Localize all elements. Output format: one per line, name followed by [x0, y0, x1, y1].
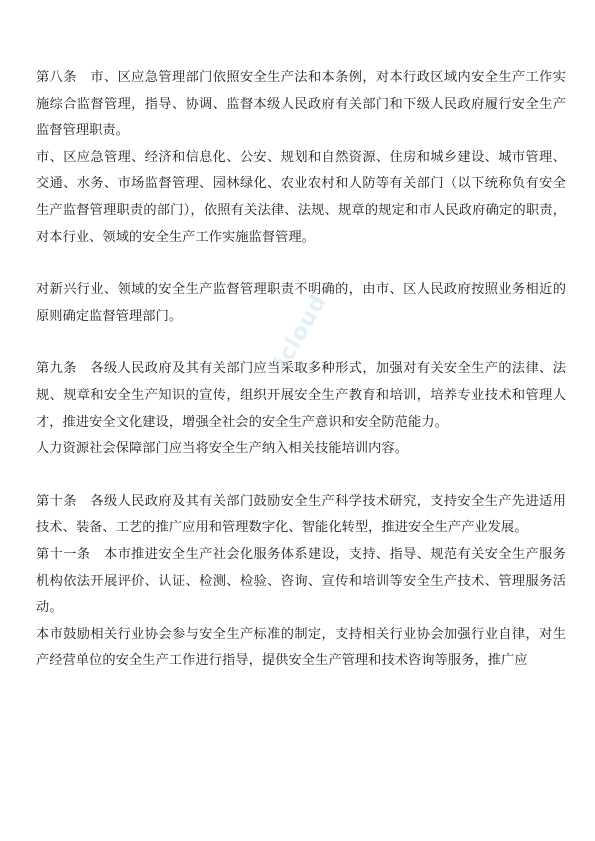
- article-11-paragraph: 第十一条 本市推进安全生产社会化服务体系建设，支持、指导、规范有关安全生产服务机构依法开展评价、认证、检测、检验、咨询、宣传和培训等安全生产技术、管理服务活动。: [36, 546, 566, 616]
- article-8-paragraph: 第八条 市、区应急管理部门依照安全生产法和本条例，对本行政区域内安全生产工作实施综合监督管理，指导、协调、监督本级人民政府有关部门和下级人民政府履行安全生产监督管理职责。: [36, 70, 566, 139]
- article-10-paragraph: 第十条 各级人民政府及其有关部门鼓励安全生产科学技术研究，支持安全生产先进适用技术、装备、工艺的推广应用和管理数字化、智能化转型，推进安全生产产业发展。: [36, 493, 566, 536]
- paragraph-gap: [36, 251, 566, 277]
- document-body: [36, 65, 566, 675]
- article-9-paragraph: 第九条 各级人民政府及其有关部门应当采取多种形式，加强对有关安全生产的法律、法规、规章和安全生产知识的宣传，组织开展安全生产教育和培训，培养专业技术和管理人才，推进安全文化建设，增强全社会的安全生产意识和安全防范能力。: [36, 361, 566, 430]
- paragraph-gap: [36, 330, 566, 356]
- article-11-associations-paragraph: 本市鼓励相关行业协会参与安全生产标准的制定，支持相关行业协会加强行业自律，对生产经营单位的安全生产工作进行指导，提供安全生产管理和技术咨询等服务，推广应: [36, 626, 566, 669]
- article-8-departments-paragraph: 市、区应急管理、经济和信息化、公安、规划和自然资源、住房和城乡建设、城市管理、交通、水务、市场监督管理、园林绿化、农业农村和人防等有关部门（以下统称负有安全生产监督管理职责的部门），依照有关法律、法规、规章的规定和市人民政府确定的职责，对本行业、领域的安全生产工作实施监督管理。: [36, 149, 566, 245]
- article-9-training-paragraph: 人力资源社会保障部门应当将安全生产纳入相关技能培训内容。: [36, 441, 409, 457]
- watermark: icloud: [270, 290, 332, 373]
- article-8-emerging-industries-paragraph: 对新兴行业、领域的安全生产监督管理职责不明确的，由市、区人民政府按照业务相近的原则确定监督管理部门。: [36, 282, 566, 324]
- paragraph-gap: [36, 463, 566, 489]
